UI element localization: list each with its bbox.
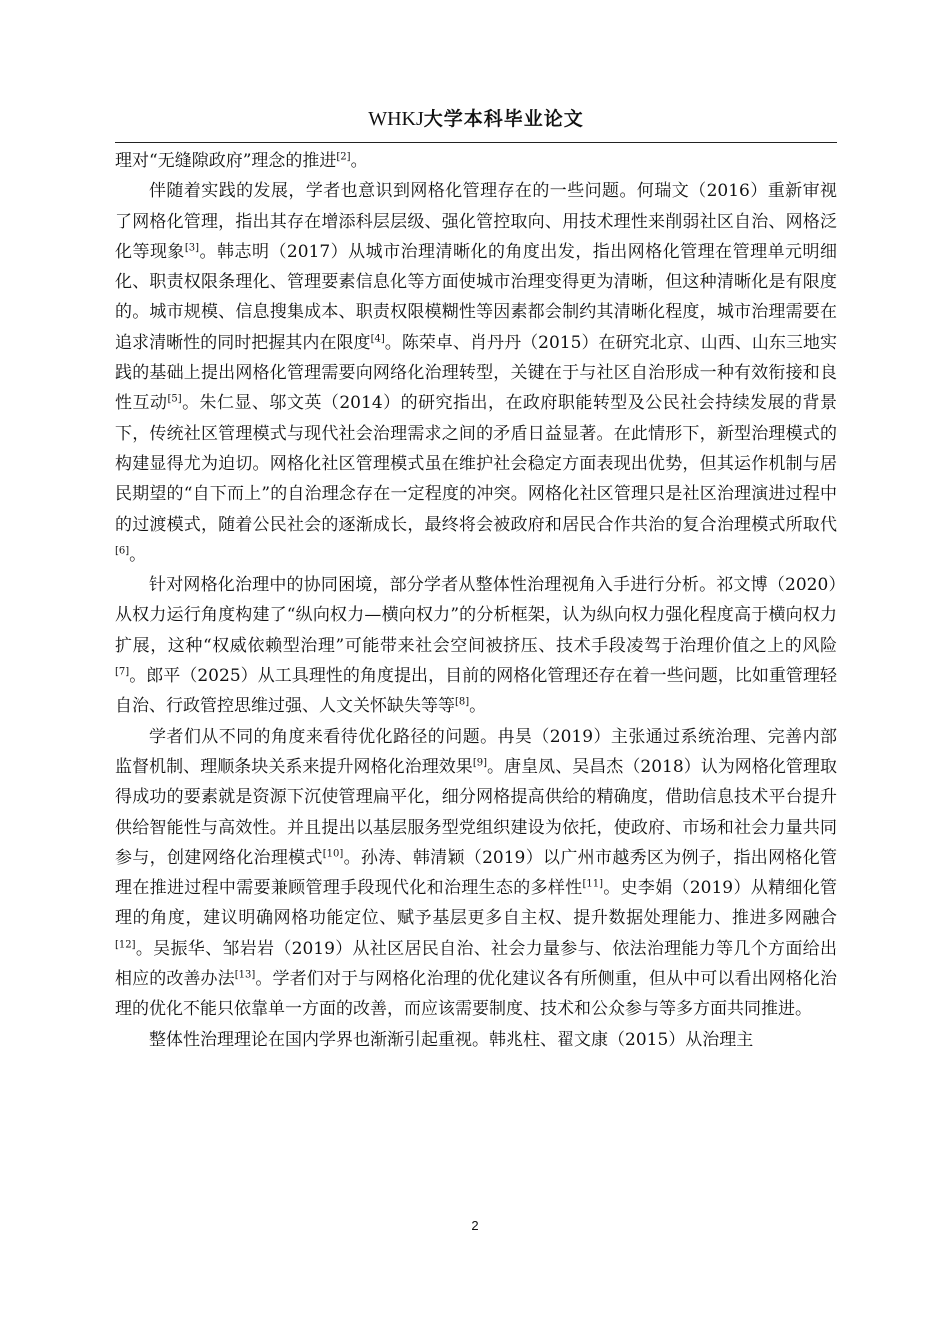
- citation-ref: [7]: [115, 666, 130, 678]
- text-run: 。陈荣卓、肖丹丹（2015）在研究北京、山西、山东三地实践的基础上提出网格化管理需要向网络化治理转型，关键在于与社区自治形成一种有效衔接和良性互动: [115, 332, 838, 414]
- citation-ref: [11]: [582, 878, 603, 890]
- text-run: 。孙涛、韩清颖（2019）以广州市越秀区为例子，指出网格化管理在推进过程中需要兼顾管理手段现代化和治理生态的多样性: [115, 847, 838, 899]
- text-run: 理对“无缝隙政府”理念的推进: [115, 151, 337, 171]
- text-run: 学者们从不同的角度来看待优化路径的问题。冉昊（2019）主张通过系统治理、完善内部监督机制、理顺条块关系来提升网格化治理效果: [115, 726, 837, 777]
- text-run: 。吴振华、邹岩岩（2019）从社区居民自治、社会力量参与、依法治理能力等几个方面给出相应的改善办法: [115, 938, 837, 990]
- text-run: 。郎平（2025）从工具理性的角度提出，目前的网格化管理还存在着一些问题，比如重管理轻自治、行政管控思维过强、人文关怀缺失等等: [115, 666, 837, 717]
- citation-ref: [3]: [184, 242, 200, 254]
- citation-ref: [10]: [322, 848, 344, 860]
- citation-ref: [12]: [115, 939, 136, 951]
- body-text: [115, 146, 837, 1055]
- text-run: 。朱仁显、邬文英（2014）的研究指出，在政府职能转型及公民社会持续发展的背景下，传统社区管理模式与现代社会治理需求之间的矛盾日益显著。在此情形下，新型治理模式的构建显得尤为迫切。网格化社区管理模式虽在维护社会稳定方面表现出优势，但其运作机制与居民期望的“自下而上”的自治理念存在一定程度的冲突。网格化社区管理只是社区治理演进过程中的过渡模式，随着公民社会的逐渐成长，最终将会被政府和居民合作共治的复合治理模式所取代: [115, 393, 838, 535]
- paragraph: [115, 722, 837, 1025]
- citation-ref: [2]: [336, 151, 351, 163]
- header-title: 大学本科毕业论文: [423, 108, 584, 130]
- citation-ref: [9]: [472, 757, 487, 769]
- text-run: 。韩志明（2017）从城市治理清晰化的角度出发，指出网格化管理在管理单元明细化、职责权限条理化、管理要素信息化等方面使城市治理变得更为清晰，但这种清晰化是有限度的。城市规模、信息搜集成本、职责权限模糊性等因素都会制约其清晰化程度，城市治理需要在追求清晰性的同时把握其内在限度: [115, 241, 837, 353]
- text-run: 针对网格化治理中的协同困境，部分学者从整体性治理视角入手进行分析。祁文博（2020）从权力运行角度构建了“纵向权力—横向权力”的分析框架，认为纵向权力强化程度高于横向权力扩展，这种“权威依赖型治理”可能带来社会空间被挤压、技术手段凌驾于治理价值之上的风险: [115, 575, 837, 656]
- text-run: 。唐皇凤、吴昌杰（2018）认为网格化管理取得成功的要素就是资源下沉使管理扁平化，细分网格提高供给的精确度，借助信息技术平台提升供给智能性与高效性。并且提出以基层服务型党组织建设为依托，使政府、市场和社会力量共同参与，创建网络化治理模式: [115, 756, 838, 868]
- text-run: 。: [129, 544, 147, 565]
- text-run: 。: [350, 151, 368, 171]
- text-run: 。史李娟（2019）从精细化管理的角度，建议明确网格功能定位、赋予基层更多自主权、提升数据处理能力、推进多网融合: [115, 878, 838, 929]
- paragraph: [115, 1025, 837, 1055]
- text-run: 。学者们对于与网格化治理的优化建议各有所侧重，但从中可以看出网格化治理的优化不能只依靠单一方面的改善，而应该需要制度、技术和公众参与等多方面共同推进。: [115, 969, 838, 1020]
- paragraph: [115, 570, 837, 721]
- citation-ref: [5]: [167, 393, 182, 405]
- paragraph: [115, 146, 837, 176]
- header-latin: WHKJ: [368, 108, 424, 130]
- header-rule: [115, 142, 837, 143]
- paragraph: [115, 176, 837, 570]
- citation-ref: [4]: [370, 333, 385, 345]
- citation-ref: [6]: [115, 545, 130, 557]
- citation-ref: [8]: [455, 696, 470, 708]
- text-run: 伴随着实践的发展，学者也意识到网格化管理存在的一些问题。何瑞文（2016）重新审视了网格化管理，指出其存在增添科层层级、强化管控取向、用技术理性来削弱社区自治、网格泛化等现象: [115, 181, 837, 262]
- page-number: 2: [471, 1218, 479, 1233]
- text-run: 整体性治理理论在国内学界也渐渐引起重视。韩兆柱、翟文康（2015）从治理主: [149, 1029, 754, 1050]
- text-run: 。: [469, 696, 487, 717]
- citation-ref: [13]: [234, 969, 256, 981]
- running-header: [115, 104, 837, 131]
